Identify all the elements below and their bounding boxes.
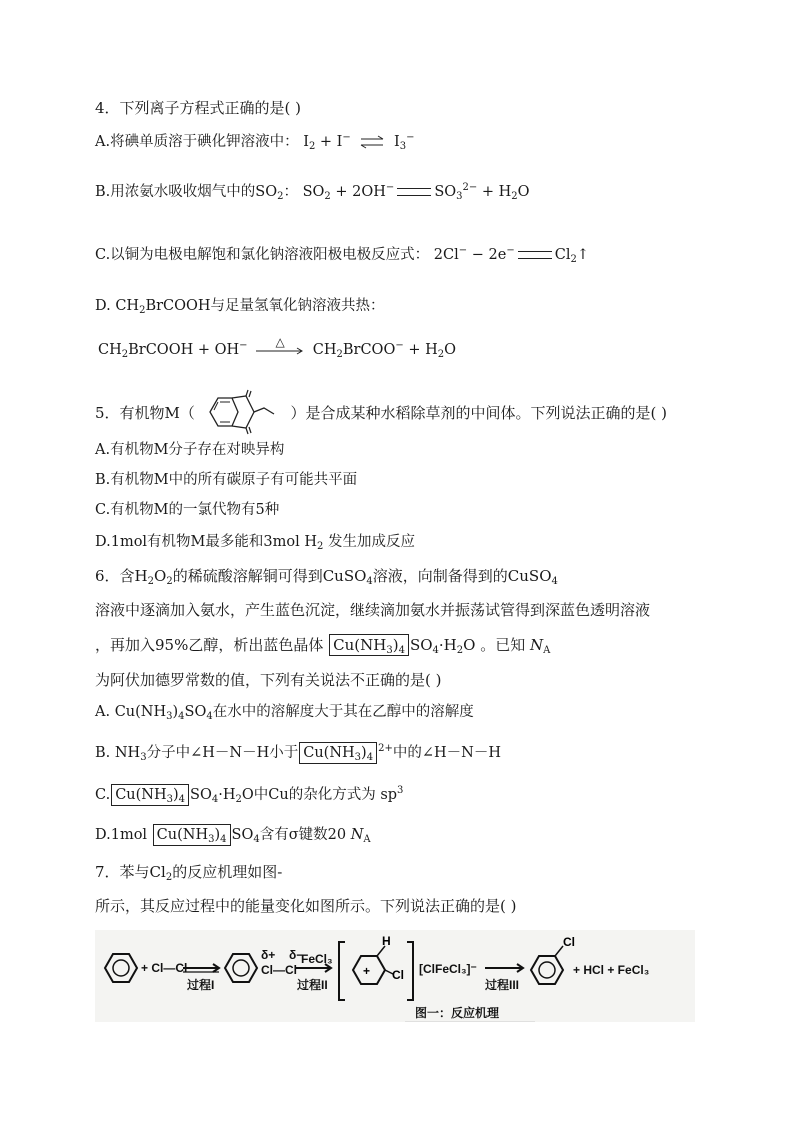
q7-stem-line1: 7．苯与$Cl_2$的反应机理如图-: [95, 863, 283, 883]
q7-stem-line2: 所示，其反应过程中的能量变化如图所示。下列说法正确的是( ): [95, 897, 517, 915]
q5-option-b: B.有机物M中的所有碳原子有可能共平面: [95, 472, 358, 488]
q4-option-c: C.以铜为电极电解饱和氯化钠溶液阳极电极反应式： 2Cl− − 2e− $Cl_2↑$: [95, 245, 589, 265]
q4-option-d-equation: $CH_2BrCOOH + OH^-$ △ $CH_2BrCOO^- + H_2O$: [98, 335, 457, 360]
q6-option-b: B. $NH_3$分子中∠H－N－H小于 $Cu(NH_3)_4^{2+}$中的∠H－N－H: [95, 743, 501, 763]
q5-option-c: C.有机物M的一氯代物有5种: [95, 502, 280, 518]
q5-option-d: D.1mol有机物M最多能和3mol $H_2$ 发生加成反应: [95, 534, 415, 552]
q6-option-d: D.1mol $Cu(NH_3)_4$ $SO_4$含有σ键数20 $N_A$: [95, 824, 371, 846]
equilibrium-arrow-icon: [359, 134, 385, 150]
scheme-reactant: + Cl—Cl: [141, 961, 188, 975]
q5-option-a: A.有机物M分子存在对映异构: [95, 442, 285, 458]
q6-option-c: C. $Cu(NH_3)_4$ $SO_4\cdot H_2O$中Cu的杂化方式为 $sp^3$: [95, 785, 404, 805]
reaction-arrow-icon: △: [256, 344, 304, 356]
svg-text:+: +: [363, 964, 371, 978]
scheme-step-3: 过程III: [485, 978, 520, 992]
q6-stem-line1: 6．含$H_2O_2$的稀硫酸溶解铜可得到CuSO$_4$溶液，向制备得到的CuSO$_4$: [95, 567, 558, 587]
svg-text:H: H: [382, 934, 391, 948]
scheme-step-2: 过程II: [297, 978, 328, 992]
scheme-delta-plus: δ+: [261, 948, 276, 962]
scheme-counter-ion: [ClFeCl₃]⁻: [419, 962, 477, 976]
scheme-catalyst: FeCl₃: [301, 952, 333, 966]
q6-option-a: A. $Cu(NH_3)_4SO_4$在水中的溶解度大于其在乙醇中的溶解度: [95, 704, 474, 722]
scheme-step-1: 过程I: [187, 978, 215, 992]
scheme-caption: 图一：反应机理: [415, 1006, 500, 1020]
svg-text:Cl: Cl: [392, 968, 404, 982]
q5-stem: 5．有机物M（ ）是合成某种水稻除草剂的中间体。下列说法正确的是( ): [95, 388, 667, 436]
scheme-delta-minus: δ−: [289, 948, 304, 962]
scheme-products: + HCl + FeCl₃: [573, 963, 650, 977]
q4-option-b: B.用浓氨水吸收烟气中的$SO_2$： $SO_2 + 2OH^-$ $SO_3^{2-} + H_2O$: [95, 182, 530, 202]
reaction-mechanism-figure: [95, 930, 695, 1022]
indandione-structure-icon: [204, 388, 282, 436]
q4-option-d: D. $CH_2BrCOOH$与足量氢氧化钠溶液共热：: [95, 298, 385, 316]
q6-stem-line3: ，再加入95%乙醇，析出蓝色晶体 $Cu(NH_3)_4$ $SO_4\cdot H_2O$ 。已知 $N_A$: [95, 636, 551, 656]
q6-stem-line4: 为阿伏加德罗常数的值，下列有关说法不正确的是( ): [95, 671, 442, 689]
q4-stem: 4．下列离子方程式正确的是( ): [95, 99, 302, 117]
q6-stem-line2: 溶液中逐滴加入氨水，产生蓝色沉淀，继续滴加氨水并振荡试管得到深蓝色透明溶液: [95, 601, 651, 619]
q4-option-a: A.将碘单质溶于碘化钾溶液中： $I_2 + I^-$ $I_3^-$: [95, 132, 415, 152]
scheme-polarized-cl2: Cl—Cl: [261, 963, 297, 977]
svg-text:Cl: Cl: [563, 935, 575, 949]
